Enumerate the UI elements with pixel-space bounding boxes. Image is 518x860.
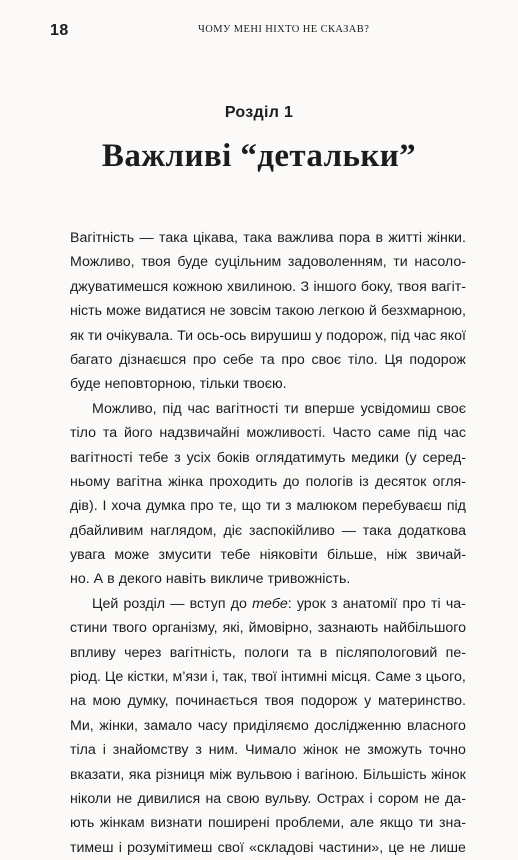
- text-line: [70, 494, 466, 518]
- word: як: [70, 327, 84, 344]
- word: в: [319, 644, 328, 661]
- running-head: ЧОМУ МЕНІ НІХТО НЕ СКАЗАВ?: [198, 24, 370, 35]
- word: звичай-: [416, 547, 466, 564]
- text-line: [70, 470, 466, 494]
- word: ніж: [386, 547, 407, 564]
- word: часу: [197, 717, 228, 734]
- word: малюком: [296, 498, 358, 515]
- word: тебе:: [252, 595, 292, 612]
- word: материнство.: [377, 693, 466, 710]
- text-line: [70, 250, 466, 274]
- word: своє: [311, 351, 342, 368]
- word: це: [388, 839, 405, 856]
- word: ти: [265, 498, 281, 515]
- word: (у: [404, 449, 417, 466]
- word: різниця: [155, 766, 205, 783]
- word: та: [260, 351, 275, 368]
- word: але: [349, 815, 374, 832]
- word: так,: [222, 669, 248, 686]
- word: цього,: [425, 669, 466, 686]
- word: про: [190, 498, 214, 515]
- text-line: [70, 836, 466, 860]
- word: ти: [87, 327, 103, 344]
- word: ність: [70, 303, 102, 320]
- word: ним.: [208, 742, 239, 759]
- word: до: [283, 473, 300, 490]
- word: м’язи: [172, 669, 208, 686]
- word: мою: [92, 693, 121, 710]
- word: хвилиною.: [227, 278, 297, 295]
- chapter-label: Розділ 1: [224, 104, 294, 121]
- text-line: [70, 299, 466, 323]
- word: Цей: [92, 595, 119, 612]
- text-line: [70, 787, 466, 811]
- word: зовсім: [229, 303, 272, 320]
- word: безхмарною,: [380, 303, 466, 320]
- word: жінок: [303, 742, 338, 759]
- word: більше,: [326, 547, 378, 564]
- word: легкою: [318, 303, 365, 320]
- word: організму,: [151, 620, 218, 637]
- word: власного: [406, 717, 466, 734]
- word: визнати: [150, 815, 203, 832]
- word: може: [106, 303, 141, 320]
- text-line: [70, 397, 466, 421]
- word: саме: [378, 425, 411, 442]
- word: Острах: [316, 790, 365, 807]
- word: кожною: [172, 278, 223, 295]
- word: хоча: [111, 498, 142, 515]
- word: на: [70, 693, 86, 710]
- word: зазнають: [317, 620, 379, 637]
- word: да-: [445, 790, 466, 807]
- word: тебе: [138, 449, 169, 466]
- word: у: [315, 327, 323, 344]
- word: усвідомиш: [360, 400, 431, 417]
- word: у: [364, 693, 372, 710]
- word: тривожність.: [267, 571, 351, 588]
- word: із: [359, 473, 369, 490]
- word: яка: [128, 766, 151, 783]
- word: Вагітність: [70, 230, 135, 246]
- word: починається: [175, 693, 258, 710]
- word: вирушиш: [250, 327, 312, 344]
- word: впливу: [70, 644, 116, 661]
- word: сором: [377, 790, 419, 807]
- word: точно: [428, 742, 466, 759]
- word: під: [417, 425, 437, 442]
- word: пологів: [305, 473, 354, 490]
- word: задоволенням,: [287, 254, 387, 271]
- word: викличе: [210, 571, 264, 588]
- word: своє: [436, 400, 466, 417]
- text-line: [70, 738, 466, 762]
- word: під: [162, 400, 182, 417]
- word: через: [124, 644, 162, 661]
- word: змусити: [158, 547, 212, 564]
- chapter-title: Важливі “детальки”: [101, 138, 417, 174]
- word: якщо: [379, 815, 414, 832]
- text-line: [70, 616, 466, 640]
- word: твоя: [397, 278, 427, 295]
- word: очікувала.: [106, 327, 174, 344]
- word: —: [139, 230, 154, 246]
- word: зможуть: [367, 742, 422, 759]
- word: час: [443, 425, 466, 442]
- word: замало: [143, 717, 193, 734]
- word: частини»,: [318, 839, 384, 856]
- word: Ти: [177, 327, 194, 344]
- word: вагіт-: [431, 278, 466, 295]
- word: свою: [226, 790, 260, 807]
- word: пе-: [445, 644, 466, 661]
- text-line: [70, 763, 466, 787]
- word: вагітна: [116, 473, 163, 490]
- word: ріод.: [70, 669, 101, 686]
- word: та: [297, 644, 312, 661]
- word: твоя: [264, 693, 294, 710]
- word: вагітності: [215, 400, 279, 417]
- word: з: [195, 742, 202, 759]
- word: твоєю.: [243, 376, 287, 393]
- word: така: [243, 230, 272, 246]
- word: Часто: [332, 425, 372, 442]
- word: не: [409, 839, 426, 856]
- word: такою: [275, 303, 315, 320]
- word: розділ: [123, 595, 166, 612]
- word: пора: [338, 230, 371, 246]
- word: думка: [145, 498, 186, 515]
- word: під: [390, 327, 410, 344]
- word: якої: [440, 327, 466, 344]
- word: медики: [351, 449, 399, 466]
- word: жінкам: [99, 815, 145, 832]
- word: така: [159, 230, 188, 246]
- word: іншого: [313, 278, 357, 295]
- word: кістки,: [127, 669, 169, 686]
- word: заспокійливо: [249, 522, 335, 539]
- word: подорож: [409, 351, 466, 368]
- word: дбайливим: [70, 522, 144, 539]
- word: наглядом,: [150, 522, 217, 539]
- word: анатомії: [342, 595, 398, 612]
- word: житті: [388, 230, 422, 246]
- word: Саме: [375, 669, 412, 686]
- word: цікава,: [193, 230, 238, 246]
- word: його: [123, 425, 153, 442]
- text-line: [70, 811, 466, 835]
- word: твоя: [141, 254, 171, 271]
- word: жінка: [168, 473, 204, 490]
- word: інтимні: [281, 669, 328, 686]
- word: ніяковіти: [259, 547, 318, 564]
- word: важлива: [277, 230, 334, 246]
- word: між: [209, 766, 232, 783]
- word: дізнаєшся: [119, 351, 187, 368]
- word: джуватимешся: [70, 278, 169, 295]
- word: ті: [431, 595, 441, 612]
- word: Можливо,: [70, 254, 135, 271]
- word: жінки.: [427, 230, 466, 246]
- word: про: [402, 595, 426, 612]
- text-line: [70, 226, 466, 250]
- word: насоло-: [414, 254, 466, 271]
- word: з: [285, 498, 292, 515]
- word: ось-ось: [196, 327, 247, 344]
- word: твого: [112, 620, 147, 637]
- word: те,: [218, 498, 237, 515]
- text-line: [70, 519, 466, 543]
- word: надзвичайні: [159, 425, 240, 442]
- word: стини: [70, 620, 108, 637]
- text-line: [70, 543, 466, 567]
- word: навіть: [165, 571, 207, 588]
- word: вульвою: [236, 766, 293, 783]
- word: вказати,: [70, 766, 125, 783]
- page-number: 18: [50, 22, 69, 39]
- word: увага: [70, 547, 106, 564]
- word: ти: [418, 815, 434, 832]
- word: зна-: [439, 815, 466, 832]
- word: не: [344, 742, 361, 759]
- word: Чимало: [245, 742, 297, 759]
- word: жінки,: [99, 717, 138, 734]
- text-line: [70, 567, 466, 591]
- word: може: [114, 547, 150, 564]
- word: і: [118, 839, 122, 856]
- word: час: [413, 327, 437, 344]
- word: тіла: [70, 742, 96, 759]
- word: тимеш: [70, 839, 114, 856]
- text-line: [70, 421, 466, 445]
- word: в: [107, 571, 115, 588]
- word: подорож,: [326, 327, 387, 344]
- word: проходить: [209, 473, 278, 490]
- word: вагітність,: [169, 644, 236, 661]
- word: суцільним: [214, 254, 282, 271]
- word: подорож: [300, 693, 358, 710]
- word: ча-: [445, 595, 466, 612]
- word: Це: [104, 669, 124, 686]
- word: Ми,: [70, 717, 94, 734]
- text-line: [70, 665, 466, 689]
- word: дивилися: [137, 790, 201, 807]
- word: така: [362, 522, 392, 539]
- word: в: [375, 230, 384, 246]
- word: тіло: [70, 425, 96, 442]
- word: десяток: [374, 473, 427, 490]
- word: вульву.: [264, 790, 312, 807]
- word: вперше: [304, 400, 355, 417]
- word: проблеми,: [275, 815, 345, 832]
- word: поширені: [207, 815, 270, 832]
- word: оглядатимуть: [255, 449, 346, 466]
- word: що: [241, 498, 261, 515]
- word: про: [192, 351, 217, 368]
- word: ймовірно,: [248, 620, 313, 637]
- word: не: [423, 790, 440, 807]
- word: урок: [296, 595, 326, 612]
- word: неповторною,: [104, 376, 196, 393]
- word: дів).: [70, 498, 98, 515]
- text-line: [70, 714, 466, 738]
- word: лише: [430, 839, 466, 856]
- word: пологи: [244, 644, 289, 661]
- word: під: [446, 498, 466, 515]
- word: про: [281, 351, 305, 368]
- word: на: [205, 790, 222, 807]
- word: твої: [251, 669, 277, 686]
- word: боку,: [360, 278, 393, 295]
- word: себе: [223, 351, 254, 368]
- word: до: [230, 595, 247, 612]
- text-line: [70, 446, 466, 470]
- word: жінок: [431, 766, 466, 783]
- word: і: [296, 766, 300, 783]
- word: тільки: [199, 376, 240, 393]
- text-line: [70, 348, 466, 372]
- word: та: [102, 425, 118, 442]
- text-line: [70, 324, 466, 348]
- word: буде: [177, 254, 208, 271]
- text-line: [70, 689, 466, 713]
- body-text: [70, 226, 466, 860]
- word: не: [116, 790, 133, 807]
- word: ти: [393, 254, 408, 271]
- word: А: [93, 571, 104, 588]
- word: І: [102, 498, 107, 515]
- word: знайомству: [112, 742, 189, 759]
- word: декого: [118, 571, 162, 588]
- word: —: [170, 595, 185, 612]
- word: З: [300, 278, 310, 295]
- text-line: [70, 372, 466, 396]
- word: буде: [70, 376, 101, 393]
- word: тебе: [220, 547, 251, 564]
- word: багато: [70, 351, 113, 368]
- word: розумітимеш: [127, 839, 213, 856]
- text-line: [70, 641, 466, 665]
- word: післяпологовий: [335, 644, 438, 661]
- word: серед-: [422, 449, 466, 466]
- word: ніколи: [70, 790, 112, 807]
- word: з: [174, 449, 181, 466]
- word: свої: [217, 839, 244, 856]
- word: приділяємо: [233, 717, 309, 734]
- word: дослідженню: [314, 717, 402, 734]
- word: видатися: [145, 303, 206, 320]
- word: думку,: [127, 693, 169, 710]
- word: і: [369, 790, 373, 807]
- word: вагіною.: [304, 766, 359, 783]
- word: тіло.: [347, 351, 378, 368]
- word: і,: [211, 669, 219, 686]
- word: які,: [222, 620, 244, 637]
- word: но.: [70, 571, 90, 588]
- word: усіх: [186, 449, 211, 466]
- word: місця.: [331, 669, 372, 686]
- word: Можливо,: [92, 400, 157, 417]
- word: можливості.: [246, 425, 326, 442]
- word: ньому: [70, 473, 111, 490]
- text-line: [70, 592, 466, 616]
- word: «складові: [249, 839, 314, 856]
- word: з: [415, 669, 422, 686]
- word: ють: [70, 815, 95, 832]
- word: вступ: [189, 595, 226, 612]
- word: огля-: [432, 473, 466, 490]
- word: —: [341, 522, 356, 539]
- word: і: [102, 742, 106, 759]
- word: перебуваєш: [361, 498, 442, 515]
- word: ти: [284, 400, 299, 417]
- word: вагітності: [70, 449, 133, 466]
- word: найбільшого: [383, 620, 466, 637]
- word: з: [331, 595, 338, 612]
- word: Більшість: [363, 766, 427, 783]
- word: додаткова: [398, 522, 466, 539]
- text-line: [70, 275, 466, 299]
- word: не: [209, 303, 226, 320]
- word: Ця: [384, 351, 403, 368]
- word: діє: [223, 522, 243, 539]
- word: й: [368, 303, 377, 320]
- word: час: [187, 400, 210, 417]
- word: боків: [216, 449, 250, 466]
